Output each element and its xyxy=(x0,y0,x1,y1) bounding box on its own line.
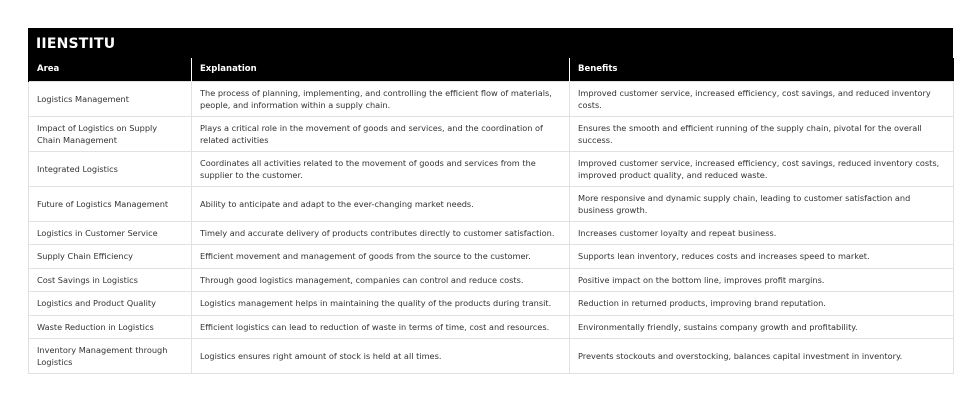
table-row xyxy=(29,315,954,339)
logistics-table xyxy=(28,58,954,374)
cell-explanation: The process of planning, implementing, and controlling the efficient flow of materials, people, and information within a supply chain. xyxy=(192,81,570,116)
table-row xyxy=(29,339,954,374)
cell-benefits: Improved customer service, increased efficiency, cost savings, and reduced inventory costs. xyxy=(570,81,954,116)
cell-area: Integrated Logistics xyxy=(29,151,192,186)
cell-explanation: Efficient logistics can lead to reduction of waste in terms of time, cost and resources. xyxy=(192,315,570,339)
table-header-row xyxy=(29,58,954,81)
cell-benefits: Positive impact on the bottom line, improves profit margins. xyxy=(570,268,954,292)
cell-benefits: Prevents stockouts and overstocking, balances capital investment in inventory. xyxy=(570,339,954,374)
column-header-explanation: Explanation xyxy=(192,58,570,81)
cell-benefits: Supports lean inventory, reduces costs and increases speed to market. xyxy=(570,245,954,269)
table-row xyxy=(29,221,954,245)
cell-explanation: Through good logistics management, companies can control and reduce costs. xyxy=(192,268,570,292)
table-row xyxy=(29,116,954,151)
brand-title: IIENSTITU xyxy=(36,35,116,52)
cell-benefits: Reduction in returned products, improving brand reputation. xyxy=(570,292,954,316)
cell-explanation: Ability to anticipate and adapt to the ever-changing market needs. xyxy=(192,186,570,221)
cell-benefits: Improved customer service, increased efficiency, cost savings, reduced inventory costs, improved product quality, and reduced waste. xyxy=(570,151,954,186)
cell-explanation: Efficient movement and management of goods from the source to the customer. xyxy=(192,245,570,269)
cell-benefits: Environmentally friendly, sustains company growth and profitability. xyxy=(570,315,954,339)
table-row xyxy=(29,292,954,316)
cell-area: Cost Savings in Logistics xyxy=(29,268,192,292)
table-row xyxy=(29,81,954,116)
cell-area: Waste Reduction in Logistics xyxy=(29,315,192,339)
cell-area: Supply Chain Efficiency xyxy=(29,245,192,269)
cell-area: Impact of Logistics on Supply Chain Management xyxy=(29,116,192,151)
table-row xyxy=(29,186,954,221)
table-row xyxy=(29,151,954,186)
cell-explanation: Timely and accurate delivery of products contributes directly to customer satisfaction. xyxy=(192,221,570,245)
cell-explanation: Plays a critical role in the movement of goods and services, and the coordination of related activities xyxy=(192,116,570,151)
table-row xyxy=(29,245,954,269)
cell-area: Logistics Management xyxy=(29,81,192,116)
cell-area: Future of Logistics Management xyxy=(29,186,192,221)
brand-header xyxy=(28,28,953,58)
table-row xyxy=(29,268,954,292)
column-header-area: Area xyxy=(29,58,192,81)
cell-area: Inventory Management through Logistics xyxy=(29,339,192,374)
cell-benefits: More responsive and dynamic supply chain, leading to customer satisfaction and business growth. xyxy=(570,186,954,221)
cell-benefits: Increases customer loyalty and repeat business. xyxy=(570,221,954,245)
cell-explanation: Coordinates all activities related to the movement of goods and services from the supplier to the customer. xyxy=(192,151,570,186)
column-header-benefits: Benefits xyxy=(570,58,954,81)
cell-area: Logistics and Product Quality xyxy=(29,292,192,316)
cell-benefits: Ensures the smooth and efficient running of the supply chain, pivotal for the overall success. xyxy=(570,116,954,151)
cell-area: Logistics in Customer Service xyxy=(29,221,192,245)
cell-explanation: Logistics management helps in maintaining the quality of the products during transit. xyxy=(192,292,570,316)
logistics-table-container xyxy=(28,28,953,374)
cell-explanation: Logistics ensures right amount of stock is held at all times. xyxy=(192,339,570,374)
